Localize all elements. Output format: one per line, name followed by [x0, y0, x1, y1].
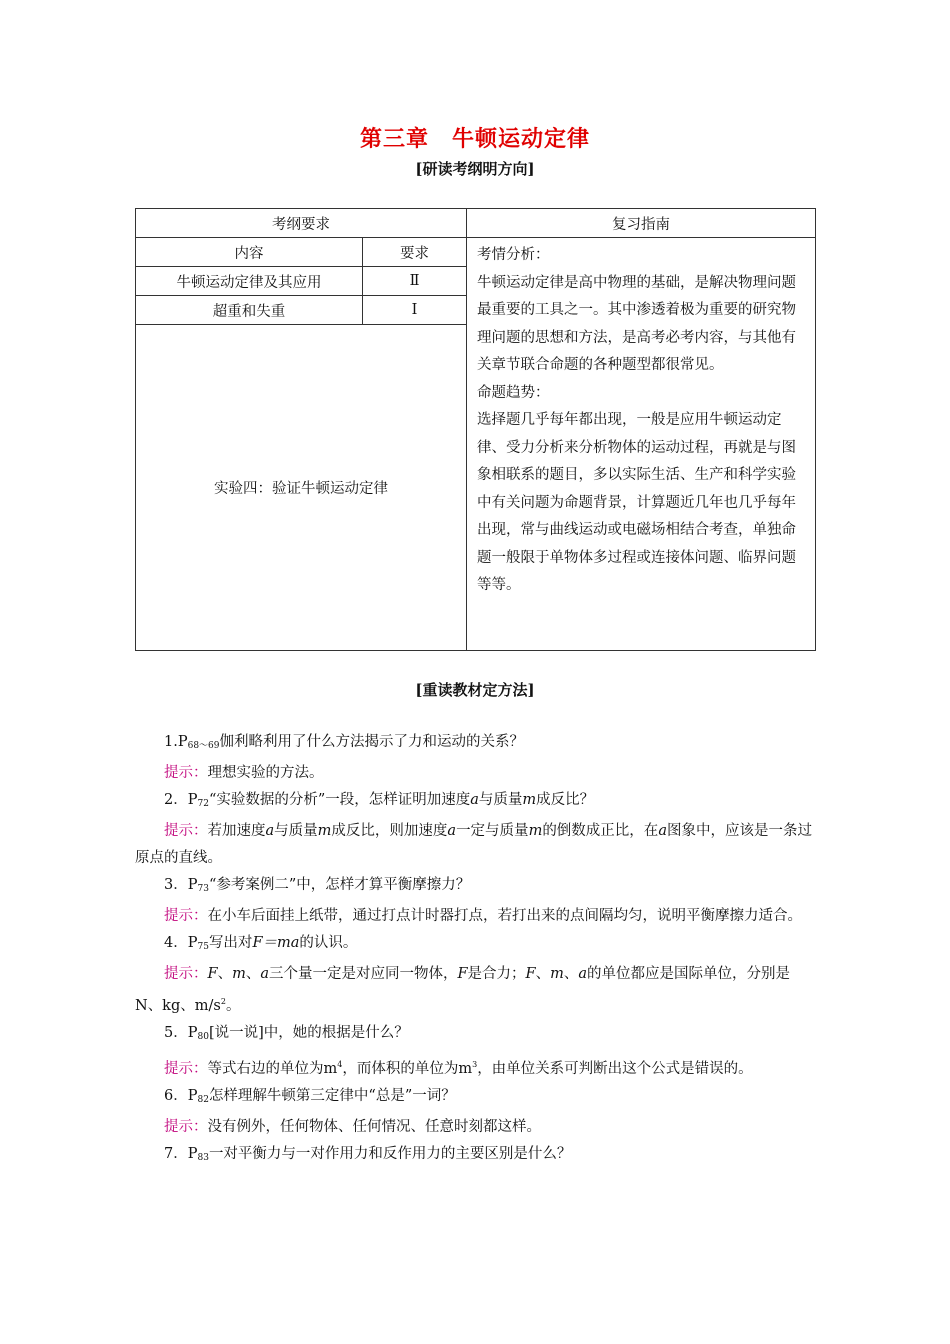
section-heading-syllabus: [研读考纲明方向] — [415, 160, 535, 178]
trend-label: 命题趋势： — [477, 384, 550, 401]
hint-label: 提示： — [164, 765, 208, 781]
header-review-guide: 复习指南 — [467, 209, 816, 238]
review-guide-cell — [467, 238, 816, 651]
analysis-text: 牛顿运动定律是高中物理的基础，是解决物理问题最重要的工具之一。其中渗透着极为重要的研究物理问题的思想和方法，是高考必考内容，与其他有关章节联合命题的各种题型都很常见。 — [477, 274, 796, 373]
answer-2: 提示：若加速度a与质量m成反比，则加速度a一定与质量m的倒数成正比，在a图象中，应该是一条过原点的直线。 — [135, 823, 812, 866]
col-requirement-header: 要求 — [363, 238, 467, 267]
question-4: 4．$P_{75}$写出对F＝ma的认识。 — [164, 935, 358, 952]
hint-label: 提示： — [164, 1119, 208, 1135]
question-1: $1.P_{68\sim 69}$伽利略利用了什么方法揭示了力和运动的关系？ — [164, 734, 524, 751]
answer-4: 提示：F、m、a三个量一定是对应同一物体，F是合力；F、m、a的单位都应是国际单位，分别是N、kg、$m/s^2$。 — [135, 966, 790, 1014]
hint-label: 提示： — [164, 1061, 208, 1077]
analysis-label: 考情分析： — [477, 247, 550, 263]
answer-1: 提示：理想实验的方法。 — [164, 765, 324, 781]
row-level: Ⅱ — [363, 267, 467, 296]
row-content: 牛顿运动定律及其应用 — [136, 267, 363, 296]
question-3: 3．$P_{73}“$参考案例二”中，怎样才算平衡摩擦力？ — [164, 877, 471, 894]
hint-label: 提示： — [164, 908, 208, 924]
header-syllabus-requirements: 考纲要求 — [136, 209, 467, 238]
syllabus-table — [135, 208, 816, 651]
answer-3: 提示：在小车后面挂上纸带，通过打点计时器打点，若打出来的点间隔均匀，说明平衡摩擦力适合。 — [164, 908, 802, 924]
row-level: Ⅰ — [363, 296, 467, 325]
experiment-cell: 实验四：验证牛顿运动定律 — [136, 325, 467, 651]
question-6: 6．$P_{82}$怎样理解牛顿第三定律中“总是”一词？ — [164, 1088, 456, 1105]
hint-label: 提示： — [164, 966, 208, 982]
answer-6: 提示：没有例外，任何物体、任何情况、任意时刻都这样。 — [164, 1119, 541, 1135]
answer-5: 提示：等式右边的单位为$m^4$，而体积的单位为$m^3$，由单位关系可判断出这个公式是错误的。 — [164, 1060, 753, 1077]
question-5: 5．$P_{80}$[说一说]中，她的根据是什么？ — [164, 1025, 409, 1042]
col-content-header: 内容 — [136, 238, 363, 267]
qa-list — [135, 729, 815, 1172]
question-7: 7．$P_{83}$一对平衡力与一对作用力和反作用力的主要区别是什么？ — [164, 1146, 572, 1163]
section-heading-textbook: [重读教材定方法] — [415, 681, 535, 699]
hint-label: 提示： — [164, 823, 208, 839]
chapter-title: 第三章 牛顿运动定律 — [359, 126, 590, 152]
trend-text: 选择题几乎每年都出现，一般是应用牛顿运动定律、受力分析来分析物体的运动过程，再就是与图象相联系的题目，多以实际生活、生产和科学实验中有关问题为命题背景，计算题近几年也几乎每年出现，常与曲线运动或电磁场相结合考查，单独命题一般限于单物体多过程或连接体问题、临界问题等等。 — [477, 412, 796, 593]
question-2: 2．$P_{72}“$实验数据的分析”一段，怎样证明加速度a与质量m成反比？ — [164, 792, 595, 809]
row-content: 超重和失重 — [136, 296, 363, 325]
